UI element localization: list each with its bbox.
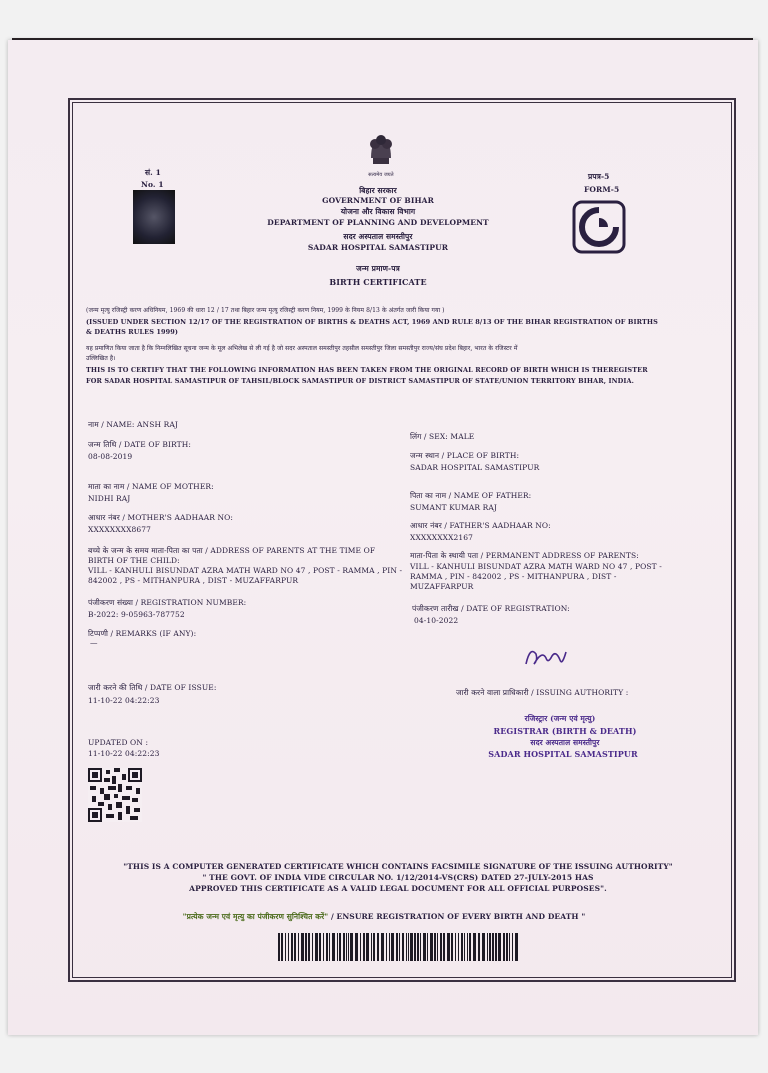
barcode-bar <box>355 933 358 961</box>
barcode-bar <box>455 933 456 961</box>
barcode-bar <box>447 933 450 961</box>
mother-label: माता का नाम / NAME OF MOTHER: <box>88 482 214 491</box>
issue-date-label: जारी करने की तिथि / DATE OF ISSUE: <box>88 683 217 692</box>
barcode-bar <box>495 933 497 961</box>
barcode-bar <box>285 933 286 961</box>
form-hindi: प्रपत्र-5 <box>588 172 610 181</box>
barcode-bar <box>337 933 338 961</box>
footer-line-3: APPROVED THIS CERTIFICATE AS A VALID LEGAL DOCUMENT FOR ALL OFFICIAL PURPOSES". <box>189 884 607 893</box>
barcode-bar <box>396 933 398 961</box>
barcode-bar <box>373 933 375 961</box>
sex-label: लिंग / SEX: <box>410 432 448 441</box>
name-field <box>88 420 178 430</box>
slogan-hindi: "प्रत्येक जन्म एवं मृत्यु का पंजीकरण सुनिश्चित करें" <box>182 912 329 921</box>
barcode-bar <box>458 933 459 961</box>
hospital-hindi: सदर अस्पताल समस्तीपुर <box>343 232 413 241</box>
barcode-bar <box>461 933 463 961</box>
address-birth-label-1: बच्चे के जन्म के समय माता-पिता का पता / ADDRESS OF PARENTS AT THE TIME OF <box>88 546 376 555</box>
father-label: पिता का नाम / NAME OF FATHER: <box>410 491 532 500</box>
name-value: ANSH RAJ <box>137 420 178 429</box>
barcode-bar <box>506 933 508 961</box>
barcode-bar <box>377 933 379 961</box>
barcode-bar <box>430 933 433 961</box>
barcode-bar <box>469 933 471 961</box>
serial-number: No. 1 <box>141 180 164 189</box>
mother-value: NIDHI RAJ <box>88 494 131 503</box>
stamp-line-4: SADAR HOSPITAL SAMASTIPUR <box>488 749 638 759</box>
preamble-english-1a: (ISSUED UNDER SECTION 12/17 OF THE REGISTRATION OF BIRTHS & DEATHS ACT, 1969 AND RULE 8/13 OF THE BIHAR REGISTRATION OF BIRTHS <box>86 318 658 326</box>
registration-number-value: B-2022: 9-05963-787752 <box>88 610 185 619</box>
barcode-bar <box>366 933 369 961</box>
sex-field <box>410 432 474 442</box>
preamble-english-1b: & DEATHS RULES 1999) <box>86 328 179 336</box>
barcode <box>278 933 518 961</box>
dept-hindi: योजना और विकास विभाग <box>340 207 416 216</box>
registration-date-value: 04-10-2022 <box>414 616 459 625</box>
barcode-bar <box>467 933 468 961</box>
barcode-bar <box>410 933 413 961</box>
father-aadhaar-value: XXXXXXXX2167 <box>410 533 474 542</box>
barcode-bar <box>323 933 324 961</box>
barcode-bar <box>350 933 353 961</box>
remarks-label: टिप्पणी / REMARKS (IF ANY): <box>88 629 197 638</box>
slogan-english: / ENSURE REGISTRATION OF EVERY BIRTH AND DEATH " <box>330 912 586 921</box>
dob-label: जन्म तिथि / DATE OF BIRTH: <box>88 440 192 449</box>
updated-value: 11-10-22 04:22:23 <box>88 749 160 758</box>
name-label: नाम / NAME: <box>88 420 135 429</box>
footer-line-1: "THIS IS A COMPUTER GENERATED CERTIFICATE WHICH CONTAINS FACSIMILE SIGNATURE OF THE ISSUING AUTHORITY" <box>123 862 673 871</box>
barcode-bar <box>332 933 335 961</box>
barcode-bar <box>386 933 387 961</box>
issuing-authority-label: जारी करने वाला प्राधिकारी / ISSUING AUTHORITY : <box>456 688 629 697</box>
updated-label: UPDATED ON : <box>88 738 149 747</box>
preamble-english-2b: FOR SADAR HOSPITAL SAMASTIPUR OF TAHSIL/BLOCK SAMASTIPUR OF DISTRICT SAMASTIPUR OF STATE/UNION TERRITORY BIHAR, INDIA. <box>86 377 635 385</box>
barcode-bar <box>503 933 505 961</box>
address-birth-value: VILL - KANHULI BISUNDAT AZRA MATH WARD NO 47 , POST - RAMMA , PIN - 842002 , PS - MITHANPURA , DIST - MUZAFFARPUR <box>88 566 403 585</box>
address-permanent-label: माता-पिता के स्थायी पता / PERMANENT ADDRESS OF PARENTS: <box>410 551 639 560</box>
barcode-bar <box>515 933 518 961</box>
sex-value: MALE <box>450 432 475 441</box>
barcode-bar <box>420 933 421 961</box>
barcode-bar <box>326 933 328 961</box>
barcode-bar <box>406 933 407 961</box>
barcode-bar <box>319 933 321 961</box>
footer-slogan <box>183 912 586 922</box>
barcode-bar <box>278 933 280 961</box>
certificate-title: BIRTH CERTIFICATE <box>329 277 427 287</box>
dept-title: DEPARTMENT OF PLANNING AND DEVELOPMENT <box>267 218 489 227</box>
barcode-bar <box>417 933 419 961</box>
barcode-bar <box>489 933 491 961</box>
serial-hindi: सं. 1 <box>145 168 161 177</box>
signature-icon <box>522 642 570 672</box>
barcode-bar <box>440 933 442 961</box>
preamble-hindi-2b: उल्लिखित है। <box>86 355 116 362</box>
hospital-title: SADAR HOSPITAL SAMASTIPUR <box>307 243 449 252</box>
barcode-bar <box>414 933 416 961</box>
address-birth-label-2: BIRTH OF THE CHILD: <box>88 556 180 565</box>
mother-aadhaar-value: XXXXXXXX8677 <box>88 525 152 534</box>
barcode-bar <box>288 933 289 961</box>
barcode-bar <box>343 933 345 961</box>
barcode-bar <box>281 933 283 961</box>
form-number: FORM-5 <box>584 185 620 194</box>
barcode-bar <box>294 933 296 961</box>
barcode-bar <box>315 933 318 961</box>
registration-number-label: पंजीकरण संख्या / REGISTRATION NUMBER: <box>88 598 247 607</box>
barcode-bar <box>443 933 445 961</box>
mother-aadhaar-label: आधार नंबर / MOTHER'S AADHAAR NO: <box>88 513 234 522</box>
stamp-line-3: सदर अस्पताल समस्तीपुर <box>530 738 600 747</box>
barcode-bar <box>408 933 409 961</box>
address-permanent-value: VILL - KANHULI BISUNDAT AZRA MATH WARD NO 47 , POST - RAMMA , PIN - 842002 , PS - MITHANPURA , DIST - MUZAFFARPUR <box>410 562 662 591</box>
bihar-seal-icon <box>133 190 175 244</box>
barcode-bar <box>329 933 330 961</box>
barcode-bar <box>305 933 307 961</box>
preamble-hindi-2a: यह प्रमाणित किया जाता है कि निम्नलिखित सूचना जन्म के मूल अभिलेख से ली गई है जो सदर अस्पताल समस्तीपुर तहसील समस्तीपुर जिला समस्तीपुर राज्य/संघ प्रदेश बिहार, भारत के रजिस्टर में <box>86 345 518 352</box>
barcode-bar <box>437 933 438 961</box>
national-emblem-icon <box>363 128 399 168</box>
preamble-english-2a: THIS IS TO CERTIFY THAT THE FOLLOWING INFORMATION HAS BEEN TAKEN FROM THE ORIGINAL RECORD OF BIRTH WHICH IS THEREGISTER <box>86 366 648 374</box>
remarks-value: — <box>90 638 98 647</box>
barcode-bar <box>339 933 341 961</box>
barcode-bar <box>298 933 299 961</box>
barcode-bar <box>363 933 365 961</box>
barcode-bar <box>389 933 390 961</box>
barcode-bar <box>312 933 313 961</box>
father-aadhaar-label: आधार नंबर / FATHER'S AADHAAR NO: <box>410 521 551 530</box>
crs-logo-icon <box>572 200 626 254</box>
issue-date-value: 11-10-22 04:22:23 <box>88 696 160 705</box>
barcode-bar <box>381 933 384 961</box>
barcode-bar <box>451 933 453 961</box>
barcode-bar <box>487 933 488 961</box>
preamble-hindi-1: (जन्म मृत्यु रजिस्ट्री करण अधिनियम, 1969 की धारा 12 / 17 तथा बिहार जन्म मृत्यु रजिस्ट्री करण नियम, 1999 के नियम 8/13 के अंतर्गत जारी किया गया ) <box>86 307 445 314</box>
barcode-bar <box>464 933 465 961</box>
barcode-bar <box>402 933 404 961</box>
barcode-bar <box>348 933 349 961</box>
footer-line-2: " THE GOVT. OF INDIA VIDE CIRCULAR NO. 1/12/2014-VS(CRS) DATED 27-JULY-2015 HAS <box>202 873 594 882</box>
barcode-bar <box>399 933 400 961</box>
stamp-line-2: REGISTRAR (BIRTH & DEATH) <box>493 726 637 736</box>
barcode-bar <box>301 933 304 961</box>
barcode-bar <box>473 933 476 961</box>
barcode-bar <box>492 933 494 961</box>
barcode-bar <box>308 933 310 961</box>
barcode-bar <box>391 933 394 961</box>
registration-date-label: पंजीकरण तारीख / DATE OF REGISTRATION: <box>412 604 570 613</box>
father-value: SUMANT KUMAR RAJ <box>410 503 497 512</box>
barcode-bar <box>346 933 347 961</box>
barcode-bar <box>512 933 513 961</box>
barcode-bar <box>423 933 426 961</box>
pob-label: जन्म स्थान / PLACE OF BIRTH: <box>410 451 520 460</box>
barcode-bar <box>434 933 436 961</box>
pob-value: SADAR HOSPITAL SAMASTIPUR <box>410 463 540 472</box>
emblem-caption: सत्यमेव जयते <box>368 172 394 178</box>
qr-code <box>88 768 142 822</box>
dob-value: 08-08-2019 <box>88 452 133 461</box>
stamp-line-1: रजिस्ट्रार (जन्म एवं मृत्यु) <box>524 714 596 723</box>
barcode-bar <box>427 933 428 961</box>
govt-title: GOVERNMENT OF BIHAR <box>322 196 434 205</box>
barcode-bar <box>498 933 501 961</box>
barcode-bar <box>478 933 480 961</box>
barcode-bar <box>291 933 293 961</box>
barcode-bar <box>509 933 510 961</box>
barcode-bar <box>360 933 361 961</box>
barcode-bar <box>371 933 372 961</box>
govt-hindi: बिहार सरकार <box>359 186 397 195</box>
barcode-bar <box>482 933 485 961</box>
certificate-hindi: जन्म प्रमाण-पत्र <box>356 264 400 273</box>
